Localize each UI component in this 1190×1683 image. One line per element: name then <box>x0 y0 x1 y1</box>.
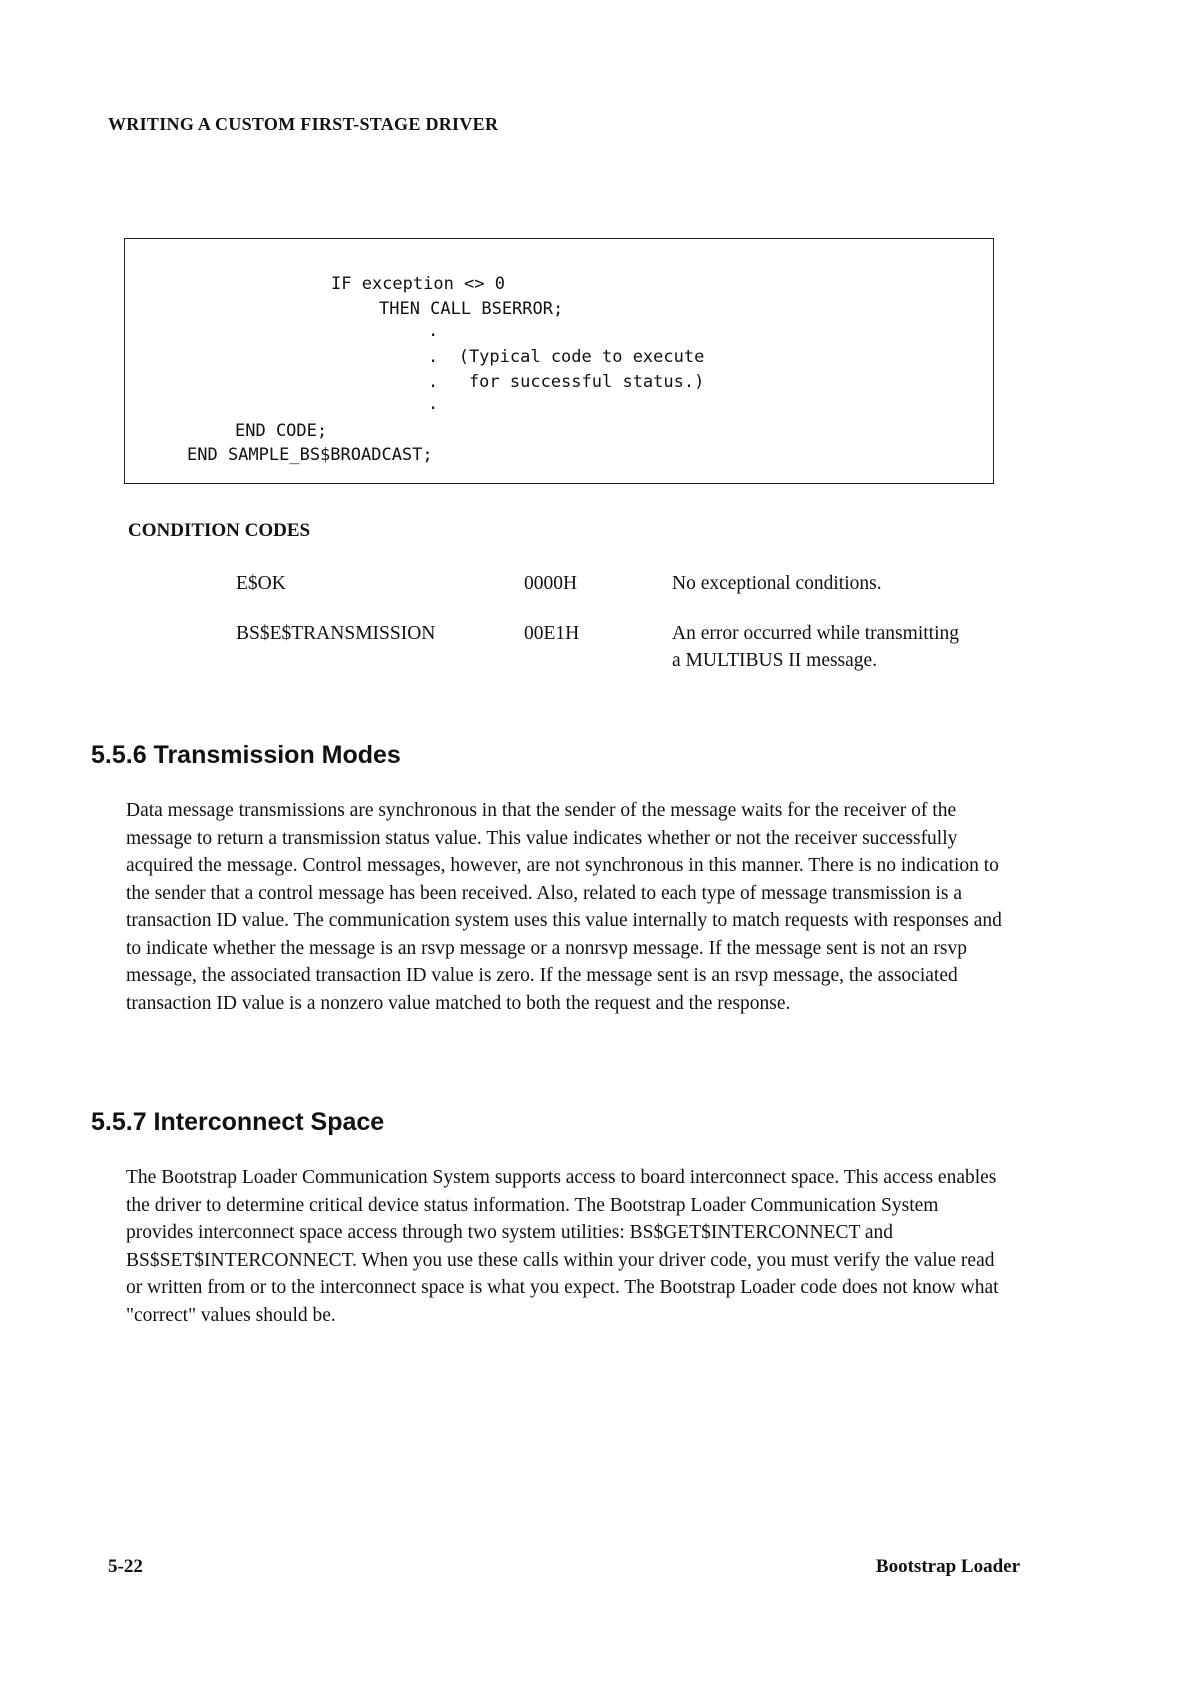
condition-code-value: 0000H <box>524 573 578 594</box>
running-header: WRITING A CUSTOM FIRST-STAGE DRIVER <box>108 114 499 134</box>
paragraph-interconnect-space: The Bootstrap Loader Communication System supports access to board interconnect space. This access enables the driver to determine critical device status information. The Bootstrap Loader Communication System provides interconnect space access through two system utilities: BS$GET$INTERCONNECT and BS$SET$INTERCONNECT. When you use these calls within your driver code, you must verify the value read or written from or to the interconnect space is what you expect. The Bootstrap Loader code does not know what "correct" values should be. <box>126 1167 999 1326</box>
code-line: END CODE; <box>235 421 328 441</box>
section-heading-transmission-modes: 5.5.6 Transmission Modes <box>91 741 401 769</box>
code-line: IF exception <> 0 <box>331 274 505 294</box>
code-line: . for successful status.) <box>428 372 705 392</box>
code-line: . <box>428 394 439 414</box>
section-heading-interconnect-space: 5.5.7 Interconnect Space <box>91 1108 385 1136</box>
condition-code-value: 00E1H <box>524 623 580 644</box>
code-line: THEN CALL BSERROR; <box>379 299 564 319</box>
page-number: 5-22 <box>108 1556 143 1577</box>
code-line: . (Typical code to execute <box>428 347 705 367</box>
condition-code-description: No exceptional conditions. <box>672 573 882 594</box>
paragraph-transmission-modes: Data message transmissions are synchronous in that the sender of the message waits for the receiver of the message to return a transmission status value. This value indicates whether or not the receiver successfully acquired the message. Control messages, however, are not synchronous in this manner. There is no indication to the sender that a control message has been received. Also, related to each type of message transmission is a transaction ID value. The communication system uses this value internally to match requests with responses and to indicate whether the message is an rsvp message or a nonrsvp message. If the message sent is not an rsvp message, the associated transaction ID value is zero. If the message sent is an rsvp message, the associated transaction ID value is a nonzero value matched to both the request and the response. <box>126 800 1002 1014</box>
footer-book-title: Bootstrap Loader <box>875 1556 1020 1577</box>
condition-codes-heading: CONDITION CODES <box>128 520 311 541</box>
condition-code-description: An error occurred while transmitting a MULTIBUS II message. <box>672 623 959 671</box>
condition-code-name: E$OK <box>236 573 286 594</box>
code-listing-box <box>124 238 994 484</box>
code-line: END SAMPLE_BS$BROADCAST; <box>187 445 433 465</box>
code-line: . <box>428 321 439 341</box>
condition-code-name: BS$E$TRANSMISSION <box>236 623 436 644</box>
